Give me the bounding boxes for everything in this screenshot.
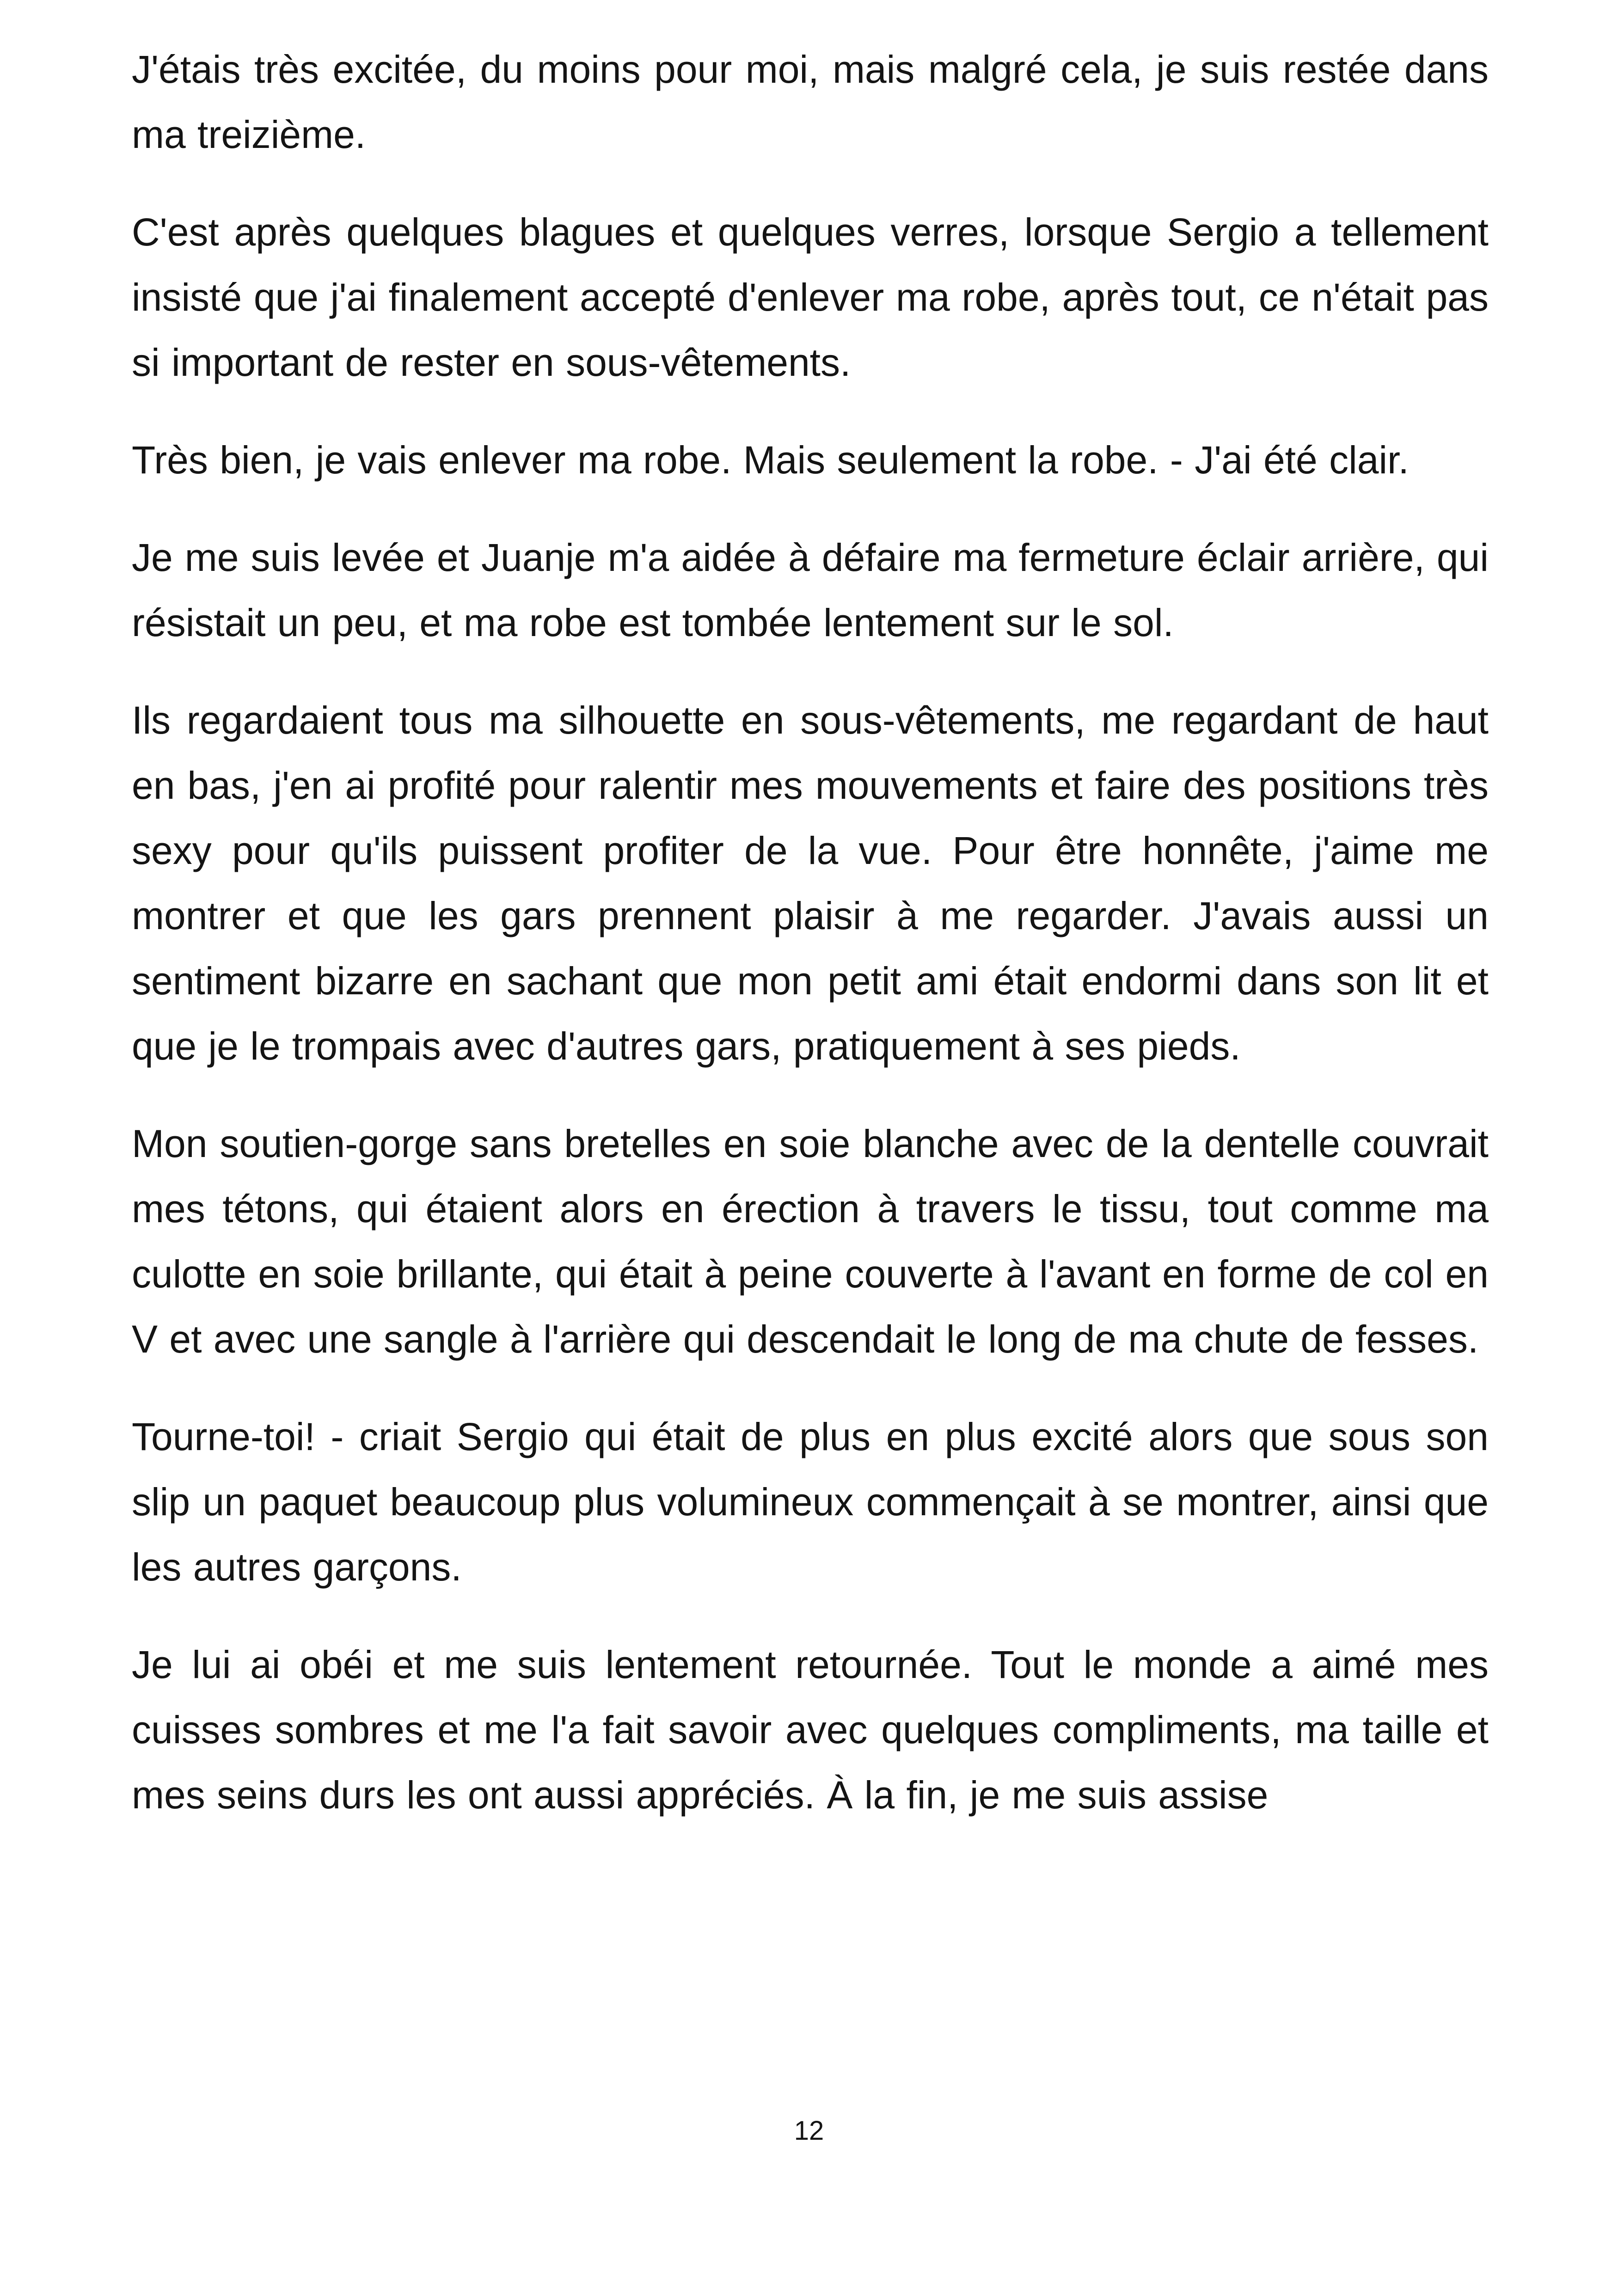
paragraph: J'étais très excitée, du moins pour moi, mais malgré cela, je suis restée dans ma treizième.	[132, 48, 1489, 156]
paragraph: Tourne-toi! - criait Sergio qui était de plus en plus excité alors que sous son slip un paquet beaucoup plus volumineux commençait à se montrer, ainsi que les autres garçons.	[132, 1415, 1489, 1589]
page-number: 12	[794, 2116, 824, 2146]
paragraph: Mon soutien-gorge sans bretelles en soie blanche avec de la dentelle couvrait mes tétons, qui étaient alors en érection à travers le tissu, tout comme ma culotte en soie brillante, qui était à peine couverte à l'avant en forme de col en V et avec une sangle à l'arrière qui descendait le long de ma chute de fesses.	[132, 1122, 1489, 1361]
paragraph: C'est après quelques blagues et quelques verres, lorsque Sergio a tellement insisté que j'ai finalement accepté d'enlever ma robe, après tout, ce n'était pas si important de rester en sous-vêtements.	[132, 210, 1489, 384]
body-text	[132, 37, 1489, 1860]
paragraph: Je lui ai obéi et me suis lentement retournée. Tout le monde a aimé mes cuisses sombres et me l'a fait savoir avec quelques compliments, ma taille et mes seins durs les ont aussi appréciés. À la fin, je me suis assise	[132, 1643, 1489, 1817]
paragraph: Je me suis levée et Juanje m'a aidée à défaire ma fermeture éclair arrière, qui résistait un peu, et ma robe est tombée lentement sur le sol.	[132, 536, 1489, 644]
paragraph: Ils regardaient tous ma silhouette en sous-vêtements, me regardant de haut en bas, j'en ai profité pour ralentir mes mouvements et faire des positions très sexy pour qu'ils puissent profiter de la vue. Pour être honnête, j'aime me montrer et que les gars prennent plaisir à me regarder. J'avais aussi un sentiment bizarre en sachant que mon petit ami était endormi dans son lit et que je le trompais avec d'autres gars, pratiquement à ses pieds.	[132, 698, 1489, 1068]
paragraph: Très bien, je vais enlever ma robe. Mais seulement la robe. - J'ai été clair.	[132, 438, 1409, 482]
